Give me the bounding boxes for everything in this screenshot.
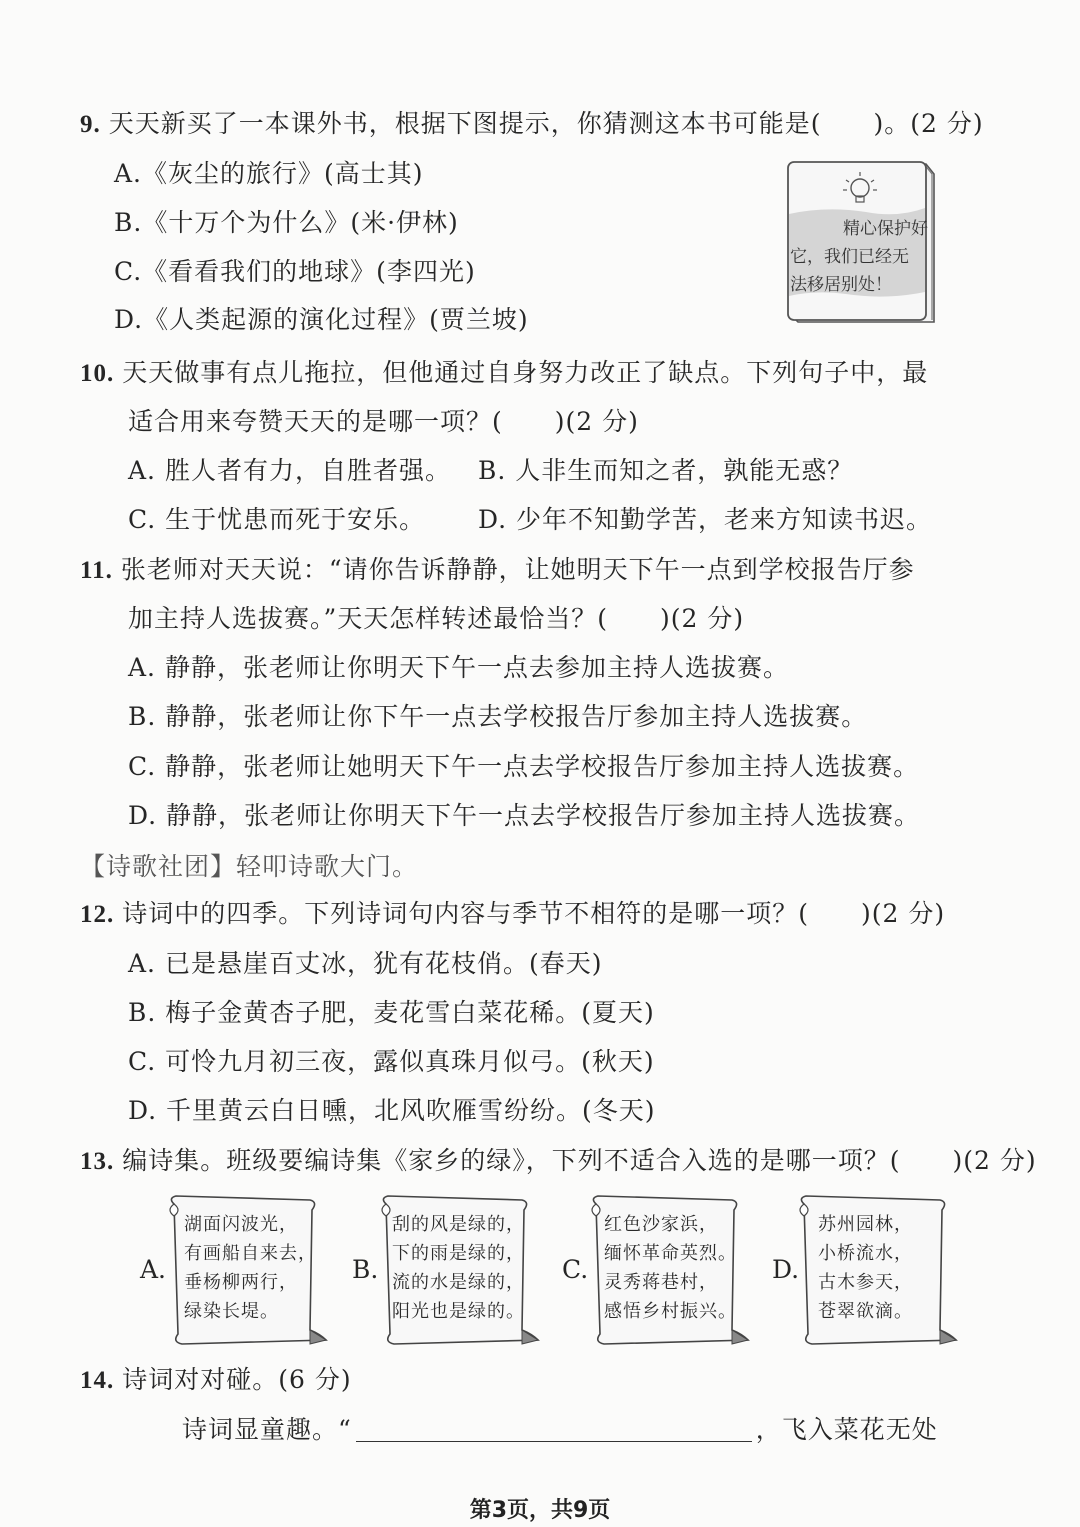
q12-option-a: A. 已是悬崖百丈冰，犹有花枝俏。(春天) xyxy=(128,949,603,978)
q10-option-d: D. 少年不知勤学苦，老来方知读书迟。 xyxy=(478,505,933,534)
scroll-a-text: 湖面闪波光， 有画船自来去， 垂杨柳两行， 绿染长堤。 xyxy=(184,1214,317,1322)
scroll-d-text: 苏州园林， 小桥流水， 古木参天， 苍翠欲滴。 xyxy=(818,1214,913,1322)
scroll-c-text: 红色沙家浜， 缅怀革命英烈。 灵秀蒋巷村， 感悟乡村振兴。 xyxy=(604,1214,737,1322)
q11-number: 11. xyxy=(80,557,113,584)
q10-stem-line1: 10. 天天做事有点儿拖拉，但他通过自身努力改正了缺点。下列句子中，最 xyxy=(80,358,929,387)
q12-stem: 12. 诗词中的四季。下列诗词句内容与季节不相符的是哪一项？( )(2 分) xyxy=(80,899,946,928)
page-footer: 第3页，共9页 xyxy=(469,1498,611,1523)
scroll-a-label: A. xyxy=(140,1255,167,1284)
q12-number: 12. xyxy=(80,901,115,928)
q11-stem-line1: 11. 张老师对天天说：“请你告诉静静，让她明天下午一点到学校报告厅参 xyxy=(80,555,915,584)
answer-blank[interactable] xyxy=(356,1417,752,1442)
q10-option-a: A. 胜人者有力，自胜者强。 xyxy=(128,456,451,485)
book-caption: 精心保护好 它，我们已经无 法移居别处！ xyxy=(790,219,928,295)
q9-option-b: B.《十万个为什么》(米·伊林) xyxy=(114,208,459,237)
q13-stem: 13. 编诗集。班级要编诗集《家乡的绿》，下列不适合入选的是哪一项？( )(2 分) xyxy=(80,1146,1037,1175)
scroll-b-text: 刮的风是绿的， 下的雨是绿的， 流的水是绿的， 阳光也是绿的。 xyxy=(392,1214,525,1322)
q12-option-d: D. 千里黄云白日曛，北风吹雁雪纷纷。(冬天) xyxy=(128,1096,656,1125)
q10-option-c: C. 生于忧患而死于安乐。 xyxy=(128,505,426,534)
q9-stem: 9. 天天新买了一本课外书，根据下图提示，你猜测这本书可能是( )。(2 分) xyxy=(80,109,984,138)
q11-option-c: C. 静静，张老师让她明天下午一点去学校报告厅参加主持人选拔赛。 xyxy=(128,752,920,781)
scroll-d-label: D. xyxy=(772,1255,800,1284)
q11-stem-line2: 加主持人选拔赛。”天天怎样转述最恰当？( )(2 分) xyxy=(128,604,745,633)
q11-option-d: D. 静静，张老师让你明天下午一点去学校报告厅参加主持人选拔赛。 xyxy=(128,801,921,830)
q9-option-c: C.《看看我们的地球》(李四光) xyxy=(114,257,476,286)
q11-option-b: B. 静静，张老师让你下午一点去学校报告厅参加主持人选拔赛。 xyxy=(128,702,868,731)
q12-option-c: C. 可怜九月初三夜，露似真珠月似弓。(秋天) xyxy=(128,1047,655,1076)
q14-number: 14. xyxy=(80,1367,115,1394)
q10-stem-line2: 适合用来夸赞天天的是哪一项？( )(2 分) xyxy=(128,407,639,436)
q14-fill-line: 诗词显童趣。“ ，飞入菜花无处 xyxy=(182,1415,938,1444)
q11-option-a: A. 静静，张老师让你明天下午一点去参加主持人选拔赛。 xyxy=(128,653,789,682)
q9-option-d: D.《人类起源的演化过程》(贾兰坡) xyxy=(114,305,529,334)
scroll-b-label: B. xyxy=(352,1255,379,1284)
q12-option-b: B. 梅子金黄杏子肥，麦花雪白菜花稀。(夏天) xyxy=(128,998,655,1027)
q10-option-b: B. 人非生而知之者，孰能无惑？ xyxy=(478,456,854,485)
q9-number: 9. xyxy=(80,111,101,138)
scroll-c-label: C. xyxy=(562,1255,589,1284)
q9-option-a: A.《灰尘的旅行》(高士其) xyxy=(114,159,424,188)
q14-stem: 14. 诗词对对碰。(6 分) xyxy=(80,1365,352,1394)
section-header: 【诗歌社团】轻叩诗歌大门。 xyxy=(80,852,419,881)
q13-number: 13. xyxy=(80,1148,115,1175)
q10-number: 10. xyxy=(80,360,115,387)
